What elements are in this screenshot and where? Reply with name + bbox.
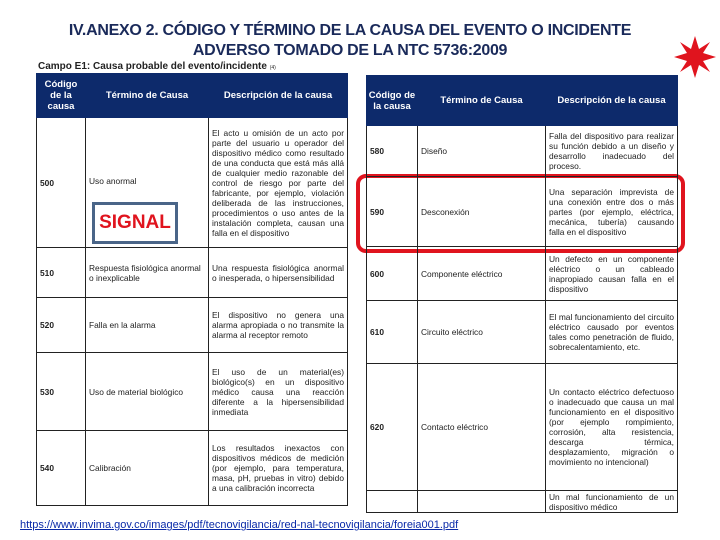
source-link[interactable]: https://www.invima.gov.co/images/pdf/tecnovigilancia/red-nal-tecnovigilancia/foreia001.pdf [20,519,459,531]
cause-code [367,491,418,513]
cause-term: Respuesta fisiológica anormal o inexplicable [86,248,209,298]
cause-description: Los resultados inexactos con dispositivos médicos de medición (por ejemplo, para temperatura, masa, pH, pruebas in vitro) debido a una calibración incorrecta [212,443,344,493]
cause-code: 510 [37,248,86,298]
cause-code: 500 [37,118,86,248]
table-row [37,353,348,431]
subtitle [38,61,276,72]
header-desc: Descripción de la causa [209,74,348,118]
cause-term: Calibración [86,431,209,506]
table-row [37,431,348,506]
cause-code: 530 [37,353,86,431]
cause-term: Desconexión [418,177,546,247]
table-row [367,491,678,513]
title-line-2: ADVERSO TOMADO DE LA NTC 5736:2009 [192,42,508,59]
cause-term: Circuito eléctrico [418,301,546,364]
cause-term: Uso de material biológico [86,353,209,431]
header-term: Término de Causa [86,74,209,118]
header-code: Código de la causa [37,74,86,118]
subtitle-note: (4) [269,65,276,71]
cause-term: Diseño [418,126,546,177]
table-row-highlighted [367,177,678,247]
cause-description: Una separación imprevista de una conexión entre dos o más partes (por ejemplo, eléctrica, mecánica, tubería) causando falla en el dispositivo [549,186,674,237]
cause-term: Falla en la alarma [86,298,209,353]
table-row [367,126,678,177]
header-term: Término de Causa [418,76,546,126]
cause-description: Un contacto eléctrico defectuoso o inadecuado que causa un mal funcionamiento en el dispositivo (por ejemplo rompimiento, corrosión, alta resistencia, descarga térmica, desplazamiento, migración o movimiento no intencional) [549,387,674,467]
title-line-1: IV.ANEXO 2. CÓDIGO Y TÉRMINO DE LA CAUSA DEL EVENTO O INCIDENTE [68,22,632,39]
cause-term: Uso anormal [86,118,209,248]
cause-description: Falla del dispositivo para realizar su función debido a un diseño y desarrollo inadecuado del proceso. [549,131,674,171]
cause-code: 590 [367,177,418,247]
cause-description: El acto u omisión de un acto por parte del usuario u operador del dispositivo médico como resultado de una conducta que está más allá de cualquier medio razonable del control de riesgo por parte del fabricante, por ejemplo, violación deliberada de las instrucciones, procedimientos o uso antes de la instalación completa, causan una falla en el dispositivo [212,127,344,238]
signal-callout: SIGNAL [92,202,178,244]
cause-term [418,491,546,513]
cause-code: 610 [367,301,418,364]
cause-description: El mal funcionamiento del circuito eléctrico causado por eventos tales como penetración de fluido, sobrecalentamiento, etc. [549,312,674,352]
cause-description: El uso de un material(es) biológico(s) en un dispositivo médico causa una reacción diferente a la hipersensibilidad inmediata [212,366,344,417]
table-row [367,364,678,491]
cause-description: El dispositivo no genera una alarma apropiada o no transmite la alarma al receptor remoto [212,310,344,340]
cause-code: 520 [37,298,86,353]
red-star-icon [674,36,716,78]
table-row [37,248,348,298]
cause-description: Una respuesta fisiológica anormal o inesperada, o hipersensibilidad [212,262,344,283]
cause-code: 600 [367,247,418,301]
table-row [37,298,348,353]
table-row [367,301,678,364]
cause-term: Contacto eléctrico [418,364,546,491]
header-desc: Descripción de la causa [546,76,678,126]
cause-code: 580 [367,126,418,177]
table-row [367,247,678,301]
cause-term: Componente eléctrico [418,247,546,301]
table-row [37,118,348,248]
header-code: Código de la causa [367,76,418,126]
right-cause-table [366,75,678,513]
cause-code: 540 [37,431,86,506]
left-cause-table [36,73,348,506]
subtitle-text: Campo E1: Causa probable del evento/incidente [38,61,267,72]
cause-code: 620 [367,364,418,491]
cause-description: Un defecto en un componente eléctrico o un cableado inapropiado causan falla en el dispositivo [549,253,674,294]
cause-description: Un mal funcionamiento de un dispositivo médico [549,491,674,512]
